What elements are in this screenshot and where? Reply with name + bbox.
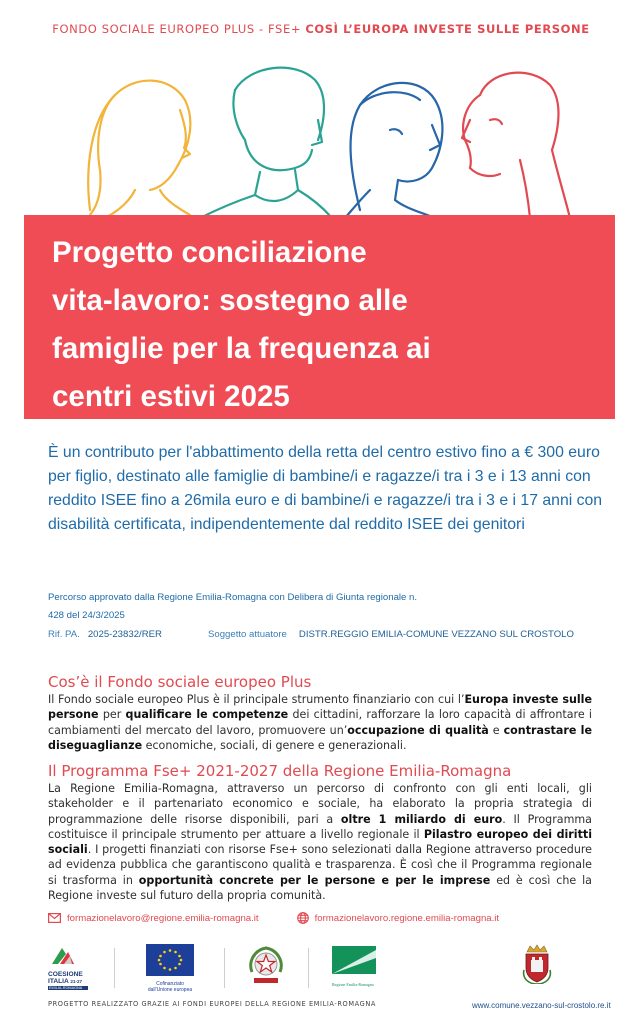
globe-icon (297, 912, 309, 924)
intro-paragraph: È un contributo per l'abbattimento della retta del centro estivo fino a € 300 euro per figlio, destinato alle famiglie di bambine/i e ragazze/i tra i 3 e i 13 anni con reddito ISEE fino a 26mila euro e di bambine/i e ragazze/i tra i 3 e i 17 anni con disabilità certificata, indipendentemente dal reddito ISEE dei genitori (48, 444, 603, 533)
eu-line1: Cofinanziato (156, 981, 184, 987)
header-fund-label: FONDO SOCIALE EUROPEO PLUS - FSE+ (52, 22, 302, 36)
italian-republic-emblem (246, 944, 286, 993)
title-line: Progetto conciliazione (52, 236, 367, 269)
section-title: Il Programma Fse+ 2021-2027 della Regione Emilia-Romagna (48, 762, 512, 780)
logos-row (48, 944, 608, 998)
section-fse-plus (48, 672, 592, 753)
eu-flag-icon (146, 944, 194, 976)
web-contact[interactable] (297, 912, 500, 924)
republic-star-emblem-icon (246, 944, 286, 988)
logo-divider (114, 948, 115, 988)
page-title (52, 229, 587, 421)
approval-note (48, 589, 608, 625)
logo-divider (308, 948, 309, 988)
eu-cofunded-logo (140, 944, 200, 993)
top-header (0, 22, 642, 36)
face-woman-yellow-icon (88, 81, 190, 218)
regione-er-logo (332, 946, 376, 987)
header-slogan: COSÌ L’EUROPA INVESTE SULLE PERSONE (305, 22, 590, 36)
face-man-teal-icon (200, 68, 332, 218)
face-woman-blue-icon (345, 83, 442, 218)
comune-coat-of-arms (522, 944, 552, 989)
title-line: centri estivi 2025 (52, 380, 290, 413)
rif-label: Rif. PA. (48, 629, 80, 640)
contacts-row (48, 912, 608, 924)
coesione-years: 21-27 (70, 979, 83, 984)
logo-divider (224, 948, 225, 988)
web-link[interactable]: formazionelavoro.regione.emilia-romagna.it (314, 912, 500, 924)
mail-icon (48, 913, 61, 923)
soggetto-value: DISTR.REGGIO EMILIA-COMUNE VEZZANO SUL CROSTOLO (298, 629, 574, 640)
coesione-italia-logo (48, 944, 92, 990)
eu-line2: dall'Unione europea (147, 987, 193, 993)
regione-er-label: Regione Emilia-Romagna (332, 982, 374, 987)
coesione-line2: ITALIA (48, 978, 69, 985)
title-line: famiglie per la frequenza ai (52, 332, 431, 365)
section-title: Cos’è il Fondo sociale europeo Plus (48, 673, 312, 691)
section-body: Il Fondo sociale europeo Plus è il principale strumento finanziario con cui l’Europa investe sulle persone per qualificare le competenze dei cittadini, rafforzare la loro capacità di affrontare i cambiamenti del mercato del lavoro, promuovere un’occupazione di qualità e contrastare le diseguaglianze economiche, sociali, di genere e generazionali. (48, 693, 592, 752)
coesione-mark-icon (48, 944, 78, 966)
email-contact[interactable] (48, 913, 259, 924)
section-programma (48, 761, 592, 903)
people-illustration (60, 50, 590, 220)
regione-er-mark-icon (332, 946, 376, 978)
coat-of-arms-icon (522, 944, 552, 984)
face-man-red-icon (462, 73, 570, 218)
section-body: La Regione Emilia-Romagna, attraverso un percorso di confronto con gli enti locali, gli stakeholder e il partenariato economico e sociale, ha elaborato la propria strategia di programmazione delle risorse disponibili, pari a oltre 1 miliardo di euro. Il Programma costituisce il principale strumento per attuare a livello regionale il Pilastro europeo dei diritti sociali. I progetti finanziati con risorse Fse+ sono selezionati dalla Regione attraverso procedure ad evidenza pubblica che garantiscono qualità e trasparenza. È così che il Programma regionale si trasforma in opportunità concrete per le persone e per le imprese ed è così che la Regione investe sul futuro della propria comunità. (48, 782, 592, 903)
coesione-region: EMILIA-ROMAGNA (48, 986, 88, 990)
footer-note: PROGETTO REALIZZATO GRAZIE AI FONDI EUROPEI DELLA REGIONE EMILIA-ROMAGNA (48, 1000, 376, 1008)
title-line: vita-lavoro: sostegno alle (52, 284, 408, 317)
coesione-line2-row (48, 978, 92, 985)
coesione-line1: COESIONE (48, 971, 83, 978)
reference-row (48, 629, 618, 640)
title-banner (24, 215, 615, 419)
rif-value: 2025-23832/RER (87, 629, 162, 640)
comune-website-link[interactable]: www.comune.vezzano-sul-crostolo.re.it (472, 1001, 611, 1010)
email-link[interactable]: formazionelavoro@regione.emilia-romagna.it (67, 912, 259, 924)
soggetto-label: Soggetto attuatore (207, 629, 287, 640)
approval-line: Percorso approvato dalla Regione Emilia-Romagna con Delibera di Giunta regionale n. (48, 592, 418, 603)
approval-decree: 428 del 24/3/2025 (48, 610, 125, 621)
